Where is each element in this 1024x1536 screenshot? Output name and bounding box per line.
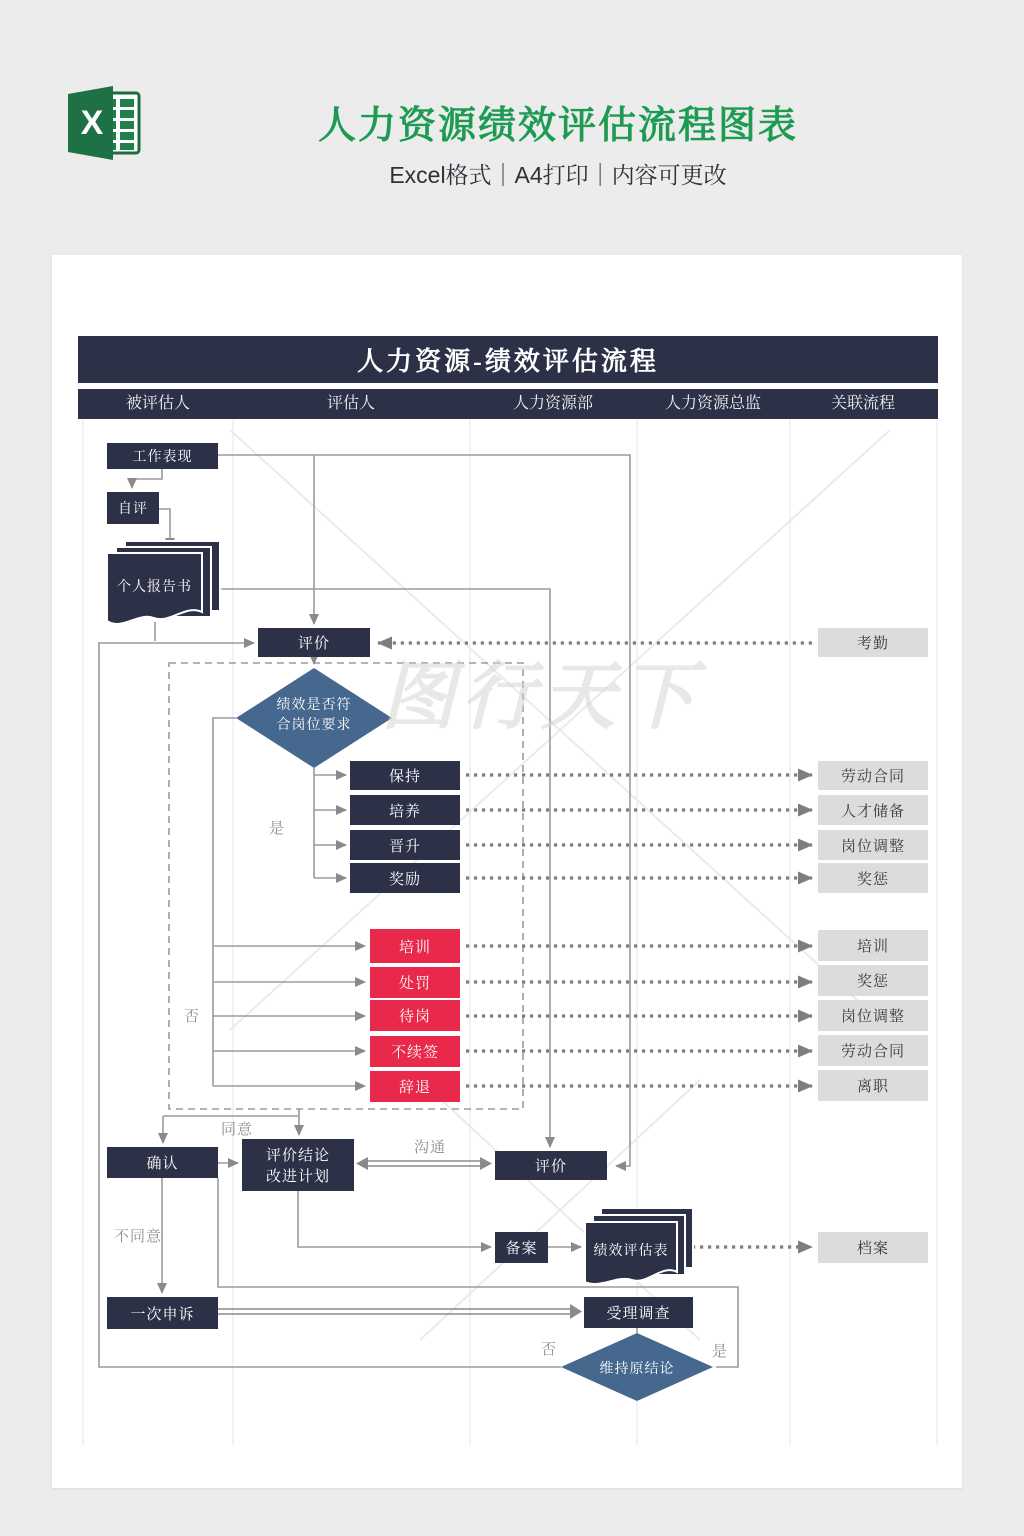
decision1-line1: 绩效是否符 [276, 696, 352, 712]
edge-label-yes-2: 是 [711, 1343, 728, 1360]
node-work-performance: 工作表现 [107, 443, 218, 469]
node-confirm: 确认 [107, 1147, 218, 1178]
flow-title-bar: 人力资源-绩效评估流程 [78, 336, 938, 383]
decision1-line2: 合岗位要求 [276, 716, 352, 733]
decision2-label: 维持原结论 [599, 1360, 675, 1376]
node-evaluation-form-label: 绩效评估表 [593, 1242, 669, 1258]
edge-label-agree: 同意 [220, 1121, 253, 1138]
related-talent-pool: 人才储备 [818, 795, 928, 825]
lane-header-evaluatee: 被评估人 [125, 395, 191, 412]
related-training: 培训 [818, 930, 928, 961]
node-record: 备案 [495, 1232, 548, 1263]
node-no-renewal: 不续签 [370, 1036, 460, 1067]
conclusion-line2: 改进计划 [265, 1168, 330, 1185]
edge-label-communicate: 沟通 [413, 1139, 446, 1156]
node-reward: 奖励 [350, 863, 460, 893]
edge-label-yes-1: 是 [268, 820, 285, 837]
node-self-evaluation: 自评 [107, 492, 159, 524]
related-position-adjust-2: 岗位调整 [818, 1000, 928, 1031]
lane-header-hr-director: 人力资源总监 [664, 395, 762, 412]
lane-header-related-process: 关联流程 [830, 395, 896, 412]
related-attendance: 考勤 [818, 628, 928, 657]
page-title: 人力资源绩效评估流程图表 [317, 105, 798, 147]
related-reward-punish-1: 奖惩 [818, 863, 928, 893]
node-evaluation-2: 评价 [495, 1151, 607, 1180]
watermark-diagonals [230, 430, 890, 1340]
related-labor-contract-1: 劳动合同 [818, 761, 928, 790]
node-evaluation-1: 评价 [258, 628, 370, 657]
node-keep: 保持 [350, 761, 460, 790]
edge-label-disagree: 不同意 [113, 1228, 162, 1245]
node-first-appeal: 一次申诉 [107, 1297, 218, 1329]
node-conclusion-plan [242, 1139, 354, 1191]
related-reward-punish-2: 奖惩 [818, 965, 928, 996]
watermark-text: 图行天下 [381, 657, 701, 739]
node-dismissal: 辞退 [370, 1071, 460, 1102]
edge-label-no-1: 否 [183, 1008, 200, 1025]
lane-header-evaluator: 评估人 [326, 395, 376, 412]
related-position-adjust-1: 岗位调整 [818, 830, 928, 860]
conclusion-line1: 评价结论 [265, 1147, 330, 1164]
node-personal-report-label: 个人报告书 [117, 578, 192, 594]
decision1-label [246, 694, 382, 735]
node-accept-investigation: 受理调查 [584, 1297, 693, 1328]
related-resignation: 离职 [818, 1070, 928, 1101]
excel-logo-letter: X [80, 104, 104, 142]
node-training: 培训 [370, 929, 460, 963]
page-subtitle: Excel格式｜A4打印｜内容可更改 [389, 162, 727, 188]
node-promote: 晋升 [350, 830, 460, 860]
node-cultivate: 培养 [350, 795, 460, 825]
edge-label-no-2: 否 [540, 1341, 557, 1358]
lane-header-hr-dept: 人力资源部 [512, 395, 594, 412]
node-standby: 待岗 [370, 1000, 460, 1031]
related-archive: 档案 [818, 1232, 928, 1263]
node-punishment: 处罚 [370, 967, 460, 998]
swimlane-header-bar [78, 389, 938, 419]
related-labor-contract-2: 劳动合同 [818, 1035, 928, 1066]
